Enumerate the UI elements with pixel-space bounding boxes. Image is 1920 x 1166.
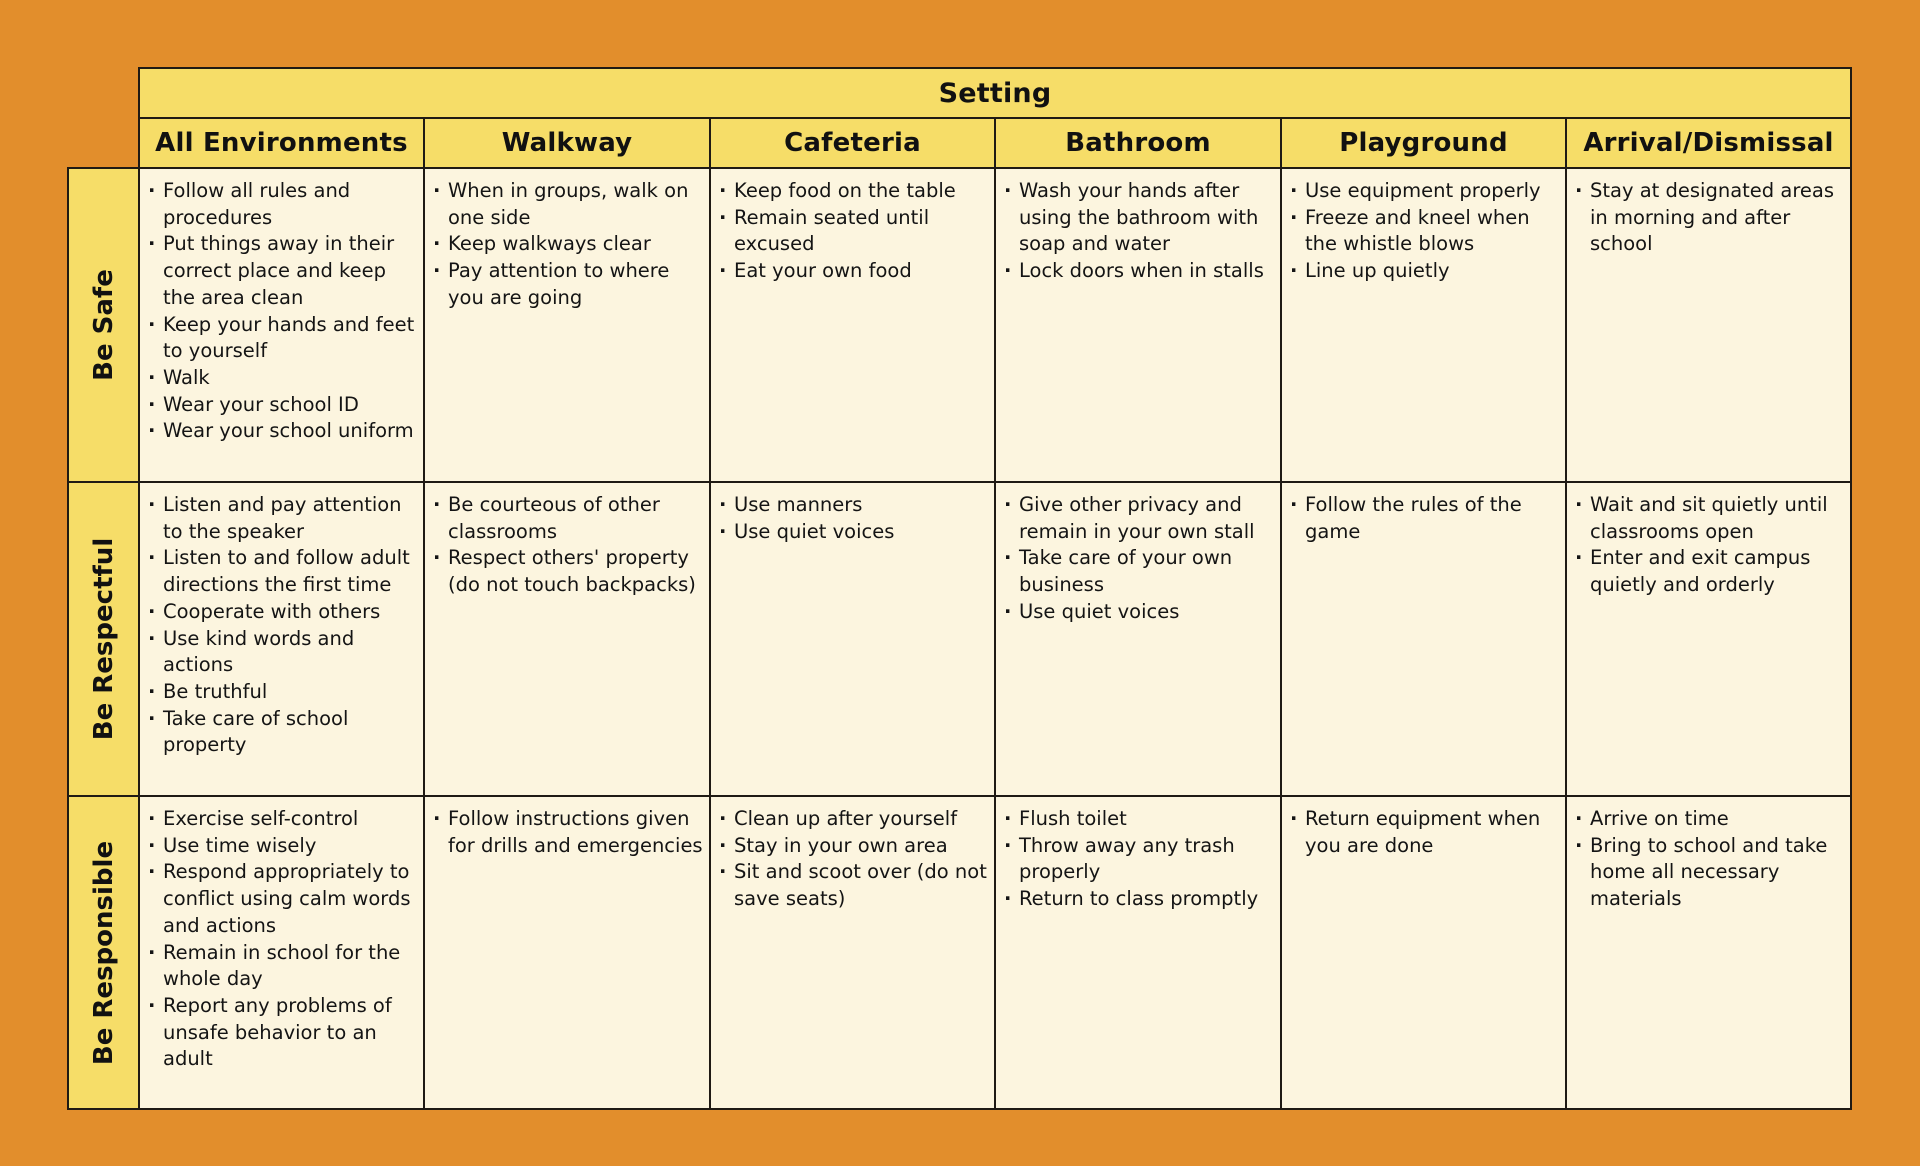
expectation-list <box>1575 806 1844 913</box>
expectation-list <box>148 492 417 759</box>
list-item: · Keep walkways clear <box>433 231 703 258</box>
cell-be-responsible-cafeteria <box>709 795 996 1110</box>
list-item: · Use kind words and actions <box>148 626 417 679</box>
row-header-be-safe <box>67 167 140 483</box>
cell-be-respectful-bathroom <box>994 481 1282 797</box>
list-item: · Listen to and follow adult directions the first time <box>148 545 417 598</box>
expectation-list <box>1004 178 1274 285</box>
row-header-label: Be Responsible <box>88 840 119 1065</box>
cell-be-responsible-arrival-dismissal <box>1565 795 1852 1110</box>
list-item: · Keep your hands and feet to yourself <box>148 312 417 365</box>
list-item: · Respect others' property (do not touch backpacks) <box>433 545 703 598</box>
expectation-list <box>148 806 417 1073</box>
list-item: · Put things away in their correct place and keep the area clean <box>148 231 417 311</box>
expectation-list <box>1575 492 1844 599</box>
list-item: · Wear your school ID <box>148 392 417 419</box>
list-item: · Freeze and kneel when the whistle blows <box>1290 205 1559 258</box>
list-item: · Listen and pay attention to the speaker <box>148 492 417 545</box>
column-header-cafeteria <box>709 117 996 169</box>
expectation-list <box>1290 492 1559 545</box>
column-header-label: Arrival/Dismissal <box>1583 128 1834 158</box>
list-item: · Eat your own food <box>719 258 988 285</box>
cell-be-safe-all-environments <box>138 167 425 483</box>
row-header-label: Be Respectful <box>88 537 119 741</box>
expectation-list <box>433 492 703 599</box>
list-item: · Be courteous of other classrooms <box>433 492 703 545</box>
column-header-label: Cafeteria <box>784 128 921 158</box>
list-item: · Follow instructions given for drills and emergencies <box>433 806 703 859</box>
list-item: · Use time wisely <box>148 833 417 860</box>
list-item: · Lock doors when in stalls <box>1004 258 1274 285</box>
expectation-list <box>148 178 417 445</box>
column-header-all-environments <box>138 117 425 169</box>
expectation-list <box>1290 178 1559 285</box>
list-item: · Follow all rules and procedures <box>148 178 417 231</box>
column-header-label: Playground <box>1339 128 1508 158</box>
column-header-playground <box>1280 117 1567 169</box>
expectation-list <box>1004 492 1274 626</box>
list-item: · Follow the rules of the game <box>1290 492 1559 545</box>
column-header-label: All Environments <box>155 128 408 158</box>
list-item: · When in groups, walk on one side <box>433 178 703 231</box>
cell-be-safe-playground <box>1280 167 1567 483</box>
cell-be-responsible-walkway <box>423 795 711 1110</box>
list-item: · Pay attention to where you are going <box>433 258 703 311</box>
list-item: · Sit and scoot over (do not save seats) <box>719 859 988 912</box>
setting-header-label: Setting <box>938 77 1052 109</box>
cell-be-respectful-all-environments <box>138 481 425 797</box>
list-item: · Flush toilet <box>1004 806 1274 833</box>
cell-be-safe-walkway <box>423 167 711 483</box>
cell-be-respectful-arrival-dismissal <box>1565 481 1852 797</box>
expectation-list <box>1004 806 1274 913</box>
list-item: · Wash your hands after using the bathroom with soap and water <box>1004 178 1274 258</box>
list-item: · Cooperate with others <box>148 599 417 626</box>
list-item: · Stay at designated areas in morning and after school <box>1575 178 1844 258</box>
cell-be-responsible-bathroom <box>994 795 1282 1110</box>
list-item: · Use quiet voices <box>719 519 988 546</box>
cell-be-respectful-playground <box>1280 481 1567 797</box>
list-item: · Use manners <box>719 492 988 519</box>
column-header-walkway <box>423 117 711 169</box>
row-header-label: Be Safe <box>88 269 119 381</box>
column-header-bathroom <box>994 117 1282 169</box>
list-item: · Clean up after yourself <box>719 806 988 833</box>
expectation-list <box>719 492 988 545</box>
expectation-list <box>1290 806 1559 859</box>
list-item: · Wait and sit quietly until classrooms open <box>1575 492 1844 545</box>
cell-be-safe-cafeteria <box>709 167 996 483</box>
row-header-be-respectful <box>67 481 140 797</box>
list-item: · Throw away any trash properly <box>1004 833 1274 886</box>
list-item: · Return equipment when you are done <box>1290 806 1559 859</box>
list-item: · Wear your school uniform <box>148 418 417 445</box>
list-item: · Remain in school for the whole day <box>148 940 417 993</box>
list-item: · Use quiet voices <box>1004 599 1274 626</box>
list-item: · Take care of your own business <box>1004 545 1274 598</box>
list-item: · Remain seated until excused <box>719 205 988 258</box>
list-item: · Keep food on the table <box>719 178 988 205</box>
setting-header <box>138 67 1852 119</box>
list-item: · Take care of school property <box>148 706 417 759</box>
expectation-list <box>719 178 988 285</box>
cell-be-safe-bathroom <box>994 167 1282 483</box>
list-item: · Report any problems of unsafe behavior to an adult <box>148 993 417 1073</box>
list-item: · Bring to school and take home all necessary materials <box>1575 833 1844 913</box>
cell-be-responsible-all-environments <box>138 795 425 1110</box>
column-header-label: Walkway <box>501 128 633 158</box>
list-item: · Exercise self-control <box>148 806 417 833</box>
list-item: · Enter and exit campus quietly and orderly <box>1575 545 1844 598</box>
cell-be-safe-arrival-dismissal <box>1565 167 1852 483</box>
column-header-arrival-dismissal <box>1565 117 1852 169</box>
row-header-be-responsible <box>67 795 140 1110</box>
list-item: · Give other privacy and remain in your own stall <box>1004 492 1274 545</box>
column-header-label: Bathroom <box>1065 128 1211 158</box>
expectation-list <box>719 806 988 913</box>
list-item: · Use equipment properly <box>1290 178 1559 205</box>
list-item: · Respond appropriately to conflict using calm words and actions <box>148 859 417 939</box>
list-item: · Return to class promptly <box>1004 886 1274 913</box>
list-item: · Line up quietly <box>1290 258 1559 285</box>
cell-be-responsible-playground <box>1280 795 1567 1110</box>
list-item: · Be truthful <box>148 679 417 706</box>
expectation-list <box>433 178 703 312</box>
cell-be-respectful-cafeteria <box>709 481 996 797</box>
list-item: · Stay in your own area <box>719 833 988 860</box>
expectation-list <box>1575 178 1844 258</box>
list-item: · Arrive on time <box>1575 806 1844 833</box>
cell-be-respectful-walkway <box>423 481 711 797</box>
list-item: · Walk <box>148 365 417 392</box>
expectation-list <box>433 806 703 859</box>
